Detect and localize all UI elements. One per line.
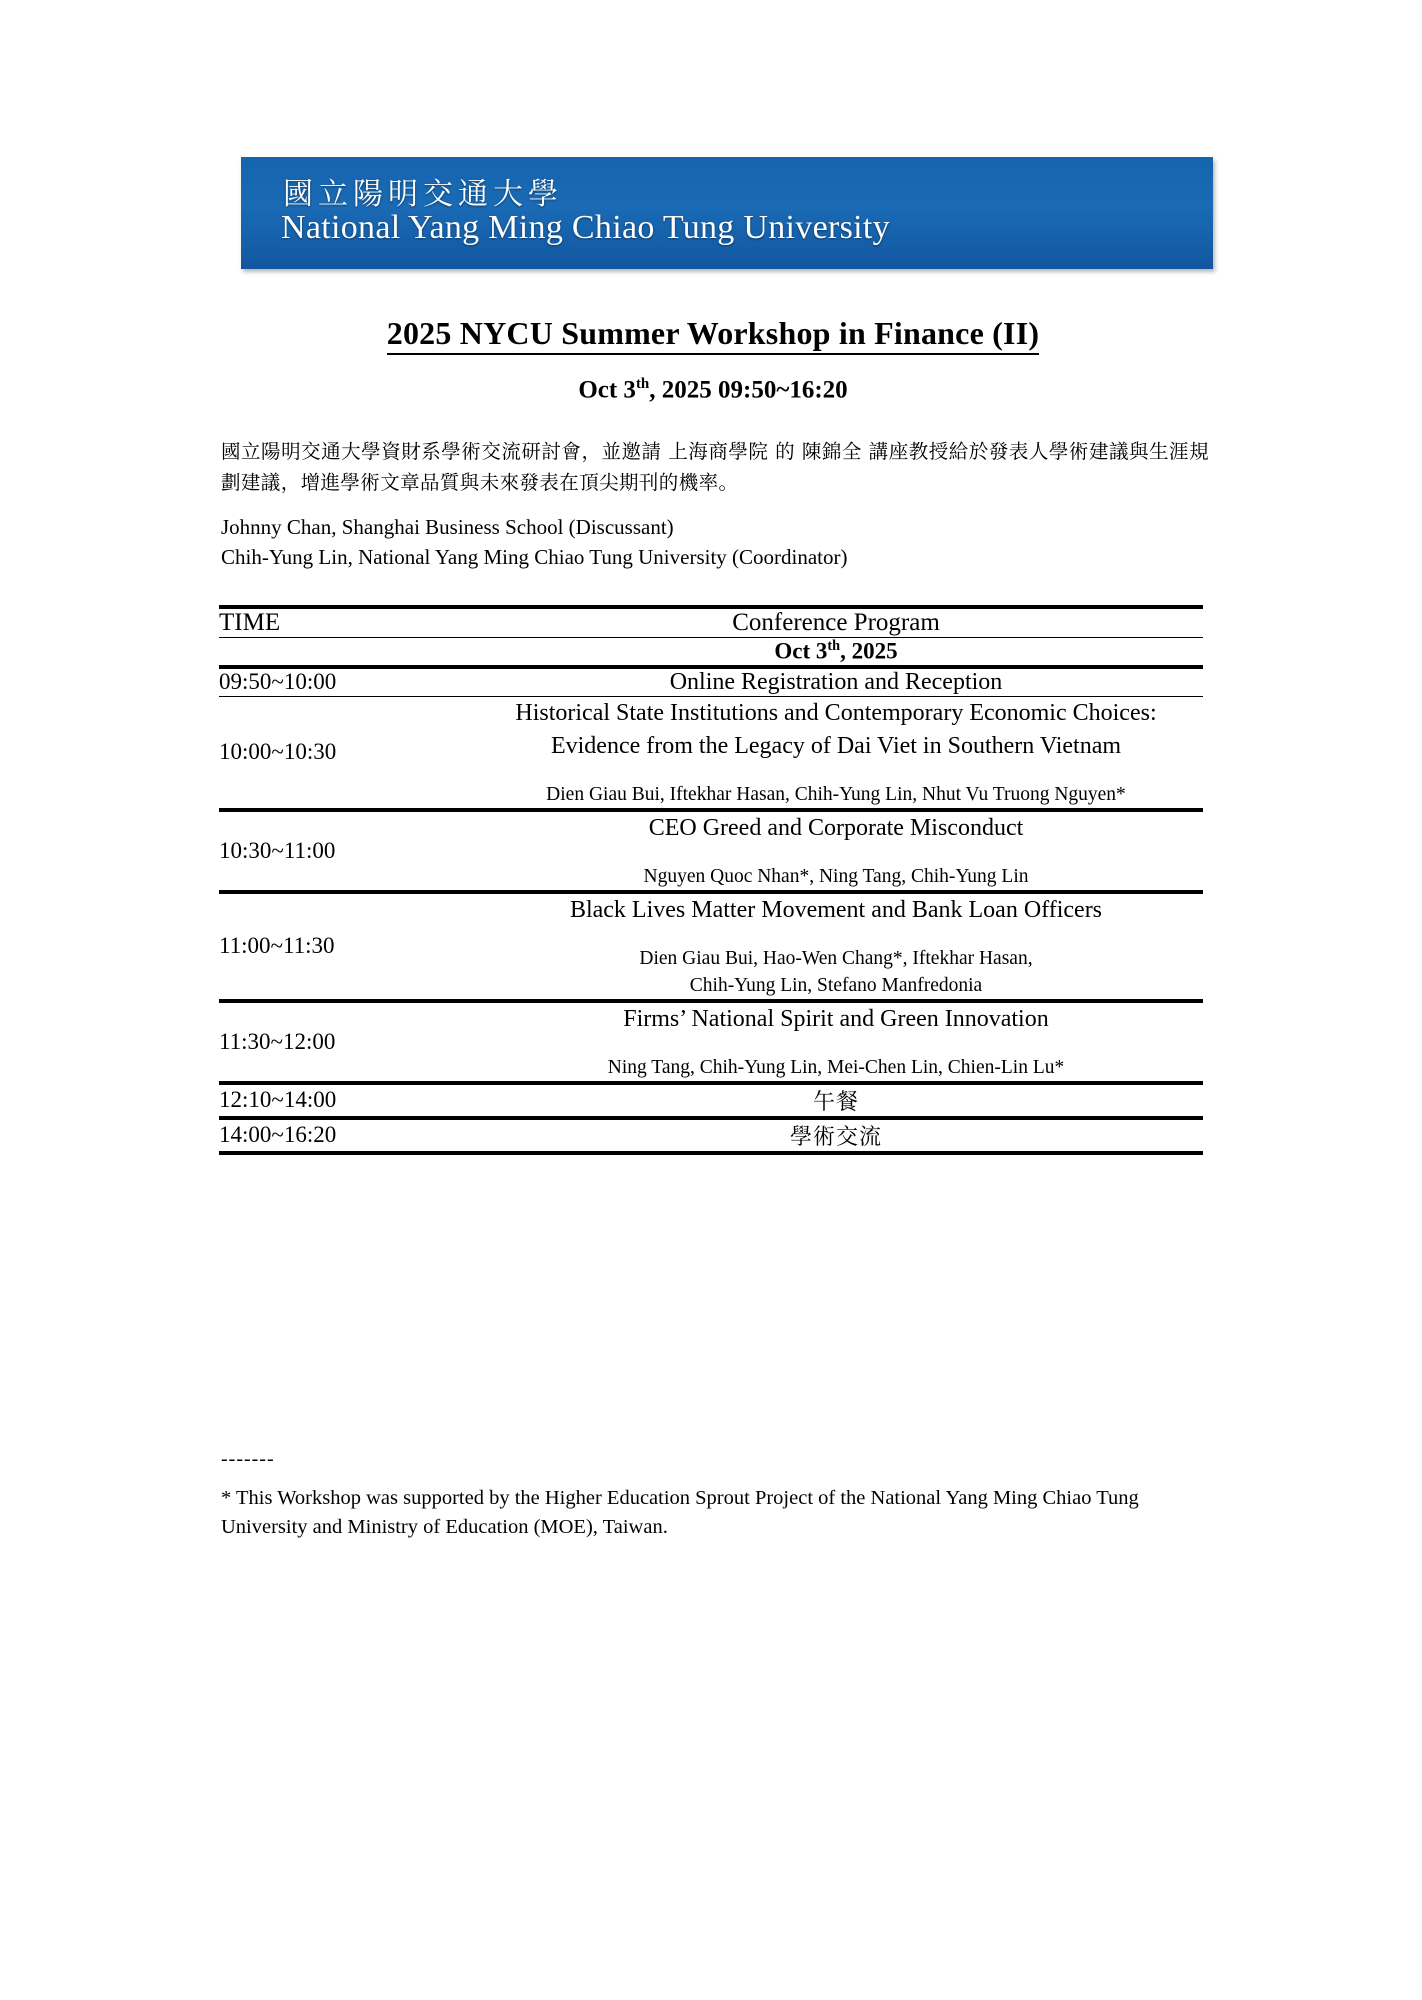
session-authors: Ning Tang, Chih-Yung Lin, Mei-Chen Lin, Chien-Lin Lu* [607,1056,1065,1078]
conference-program-table [219,605,1203,1155]
table-row [219,1083,1203,1118]
person-coordinator: Chih-Yung Lin, National Yang Ming Chiao Tung University (Coordinator) [221,545,848,569]
row-time: 11:00~11:30 [219,892,469,1001]
table-header-program: Conference Program [469,607,1203,638]
people-list [221,512,1209,572]
row-time: 14:00~16:20 [219,1118,469,1153]
table-date-ordinal: th [827,638,841,654]
event-date-prefix: Oct 3 [578,376,636,404]
session-title [469,697,1203,763]
row-time: 12:10~14:00 [219,1083,469,1118]
row-time: 09:50~10:00 [219,667,469,697]
row-program [469,1001,1203,1083]
session-authors-line: Chih-Yung Lin, Stefano Manfredonia [689,974,983,996]
session-authors: Dien Giau Bui, Iftekhar Hasan, Chih-Yung Lin, Nhut Vu Truong Nguyen* [546,783,1126,805]
page-title-text: 2025 NYCU Summer Workshop in Finance (II) [387,315,1039,355]
session-title: CEO Greed and Corporate Misconduct [648,814,1024,841]
footnote-separator: ------- [221,1448,275,1470]
table-row [219,1118,1203,1153]
university-name-english: National Yang Ming Chiao Tung University [281,209,890,246]
event-date-ordinal: th [635,376,650,392]
university-name-chinese: 國立陽明交通大學 [283,177,563,212]
session-title-line: Evidence from the Legacy of Dai Viet in Southern Vietnam [550,732,1122,759]
session-authors-line: Dien Giau Bui, Hao-Wen Chang*, Iftekhar Hasan, [639,947,1033,969]
table-row [219,892,1203,1001]
footnote-text: * This Workshop was supported by the Higher Education Sprout Project of the National Yang Ming Chiao Tung University and Ministry of Education (MOE), Taiwan. [221,1487,1139,1538]
event-date-suffix: , 2025 09:50~16:20 [649,376,848,404]
table-date-header-spacer [219,638,469,667]
event-date-line [213,376,1213,404]
row-time: 10:30~11:00 [219,810,469,892]
row-time: 10:00~10:30 [219,696,469,810]
row-time: 11:30~12:00 [219,1001,469,1083]
row-program: Online Registration and Reception [469,667,1203,697]
row-program [469,810,1203,892]
table-date-suffix: , 2025 [840,638,898,664]
table-date-prefix: Oct 3 [774,638,828,664]
row-program: 學術交流 [469,1118,1203,1153]
session-title: Black Lives Matter Movement and Bank Loan Officers [569,896,1103,923]
intro-paragraph-chinese: 國立陽明交通大學資財系學術交流研討會，並邀請 上海商學院 的 陳錦全 講座教授給於發表人學術建議與生涯規劃建議，增進學術文章品質與未來發表在頂尖期刊的機率。 [221,440,1209,494]
row-program [469,696,1203,810]
table-row [219,810,1203,892]
table-header-row [219,607,1203,638]
row-program: 午餐 [469,1083,1203,1118]
table-header-time: TIME [219,607,469,638]
table-row [219,1001,1203,1083]
session-authors: Nguyen Quoc Nhan*, Ning Tang, Chih-Yung Lin [643,865,1029,887]
table-date-header-row [219,638,1203,667]
row-program [469,892,1203,1001]
session-authors [469,945,1203,999]
page-title [213,315,1213,352]
table-row [219,667,1203,697]
session-title-line: Historical State Institutions and Contemporary Economic Choices: [515,699,1157,726]
person-discussant: Johnny Chan, Shanghai Business School (Discussant) [221,515,674,539]
table-date-header [469,638,1203,667]
table-row [219,696,1203,810]
session-title: Firms’ National Spirit and Green Innovation [623,1005,1049,1032]
university-logo-banner [241,157,1213,269]
